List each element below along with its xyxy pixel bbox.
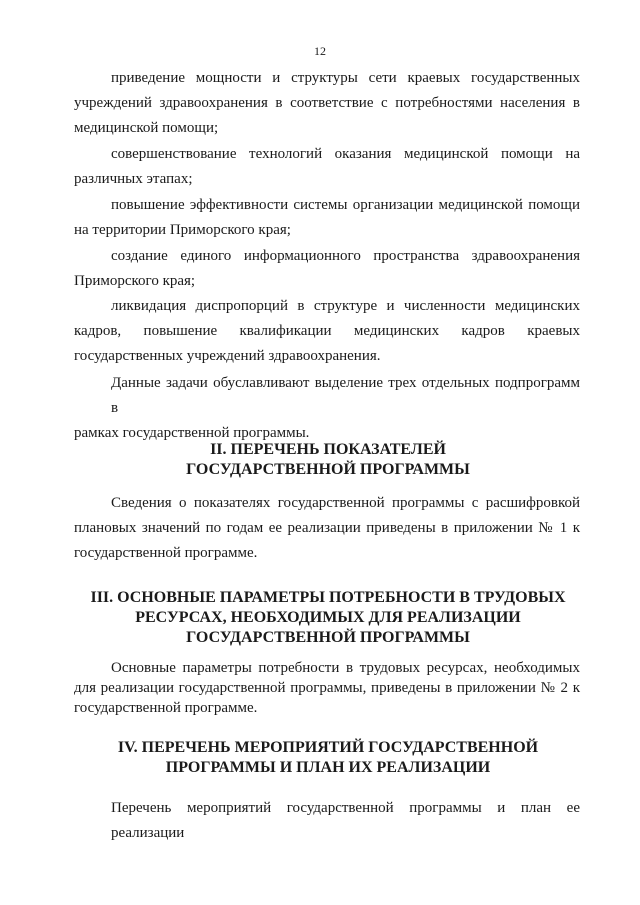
paragraph-subprograms [74,371,580,446]
text-line: на территории Приморского края; [74,222,291,238]
page-number: 12 [314,44,326,58]
heading-line: ГОСУДАРСТВЕННОЙ ПРОГРАММЫ [186,461,470,478]
text-line: ликвидация диспропорций в структуре и численности медицинских [111,298,580,314]
section-heading-indicators [60,440,596,480]
paragraph-labor-resources-info [74,658,580,718]
paragraph-network-capacity [74,66,580,141]
text-line: совершенствование технологий оказания медицинской помощи на [111,146,580,162]
section-heading-activities [60,738,596,778]
text-line: Основные параметры потребности в трудовых ресурсах, необходимых [111,660,580,676]
heading-line: IV. ПЕРЕЧЕНЬ МЕРОПРИЯТИЙ ГОСУДАРСТВЕННОЙ [117,739,539,756]
heading-line: РЕСУРСАХ, НЕОБХОДИМЫХ ДЛЯ РЕАЛИЗАЦИИ [135,609,521,626]
text-line: плановых значений по годам ее реализации приведены в приложении № 1 к [74,520,580,536]
text-line: создание единого информационного пространства здравоохранения [111,248,580,264]
paragraph-staff-disproportions [74,294,580,369]
text-line: рамках государственной программы. [74,425,310,441]
text-line: медицинской помощи; [74,120,219,136]
text-line: Данные задачи обуславливают выделение трех отдельных подпрограмм в [111,375,580,416]
paragraph-information-space [74,244,580,294]
text-line: для реализации государственной программы, приведены в приложении № 2 к [74,680,580,696]
text-line: Сведения о показателях государственной программы с расшифровкой [111,495,580,511]
paragraph-efficiency [74,193,580,243]
paragraph-indicators-info [74,491,580,566]
heading-line: III. ОСНОВНЫЕ ПАРАМЕТРЫ ПОТРЕБНОСТИ В ТРУДОВЫХ [90,589,566,606]
section-heading-labor-resources [60,588,596,648]
paragraph-activities-info [74,796,580,846]
text-line: приведение мощности и структуры сети краевых государственных [111,70,580,86]
text-line: Перечень мероприятий государственной программы и план ее реализации [111,800,580,841]
text-line: учреждений здравоохранения в соответствие с потребностями населения в [74,95,580,111]
text-line: государственной программе. [74,545,258,561]
text-line: государственных учреждений здравоохранения. [74,348,381,364]
heading-line: ГОСУДАРСТВЕННОЙ ПРОГРАММЫ [186,629,470,646]
text-line: повышение эффективности системы организации медицинской помощи [111,197,580,213]
paragraph-technology-improvement [74,142,580,192]
text-line: Приморского края; [74,273,196,289]
text-line: государственной программе. [74,700,258,716]
heading-line: ПРОГРАММЫ И ПЛАН ИХ РЕАЛИЗАЦИИ [165,759,491,776]
heading-line: II. ПЕРЕЧЕНЬ ПОКАЗАТЕЛЕЙ [210,441,446,458]
text-line: кадров, повышение квалификации медицинских кадров краевых [74,323,580,339]
text-line: различных этапах; [74,171,193,187]
